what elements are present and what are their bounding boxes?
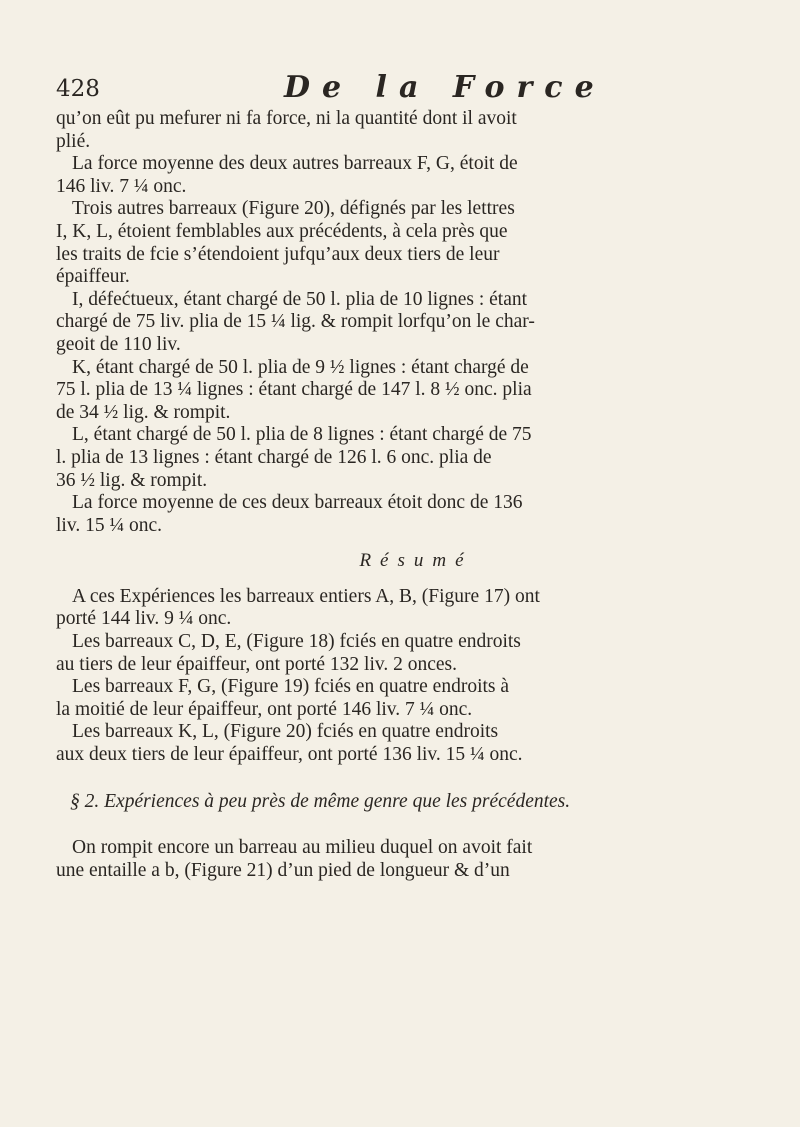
section-heading: § 2. Expériences à peu près de même genre que les précédentes. [70, 790, 571, 812]
text-line: 146 liv. 7 ¼ onc. [56, 175, 187, 197]
text-line: épaiffeur. [56, 266, 130, 288]
text-line: 75 l. plia de 13 ¼ lignes : étant chargé de 147 l. 8 ½ onc. plia [56, 379, 532, 401]
text-line: aux deux tiers de leur épaiffeur, ont porté 136 liv. 15 ¼ onc. [56, 744, 523, 766]
text-line: plié. [56, 130, 91, 152]
page-number: 428 [56, 76, 100, 102]
text-line: la moitié de leur épaiffeur, ont porté 146 liv. 7 ¼ onc. [56, 698, 473, 720]
text-line: L, étant chargé de 50 l. plia de 8 lignes : étant chargé de 75 [72, 424, 532, 446]
text-line: Les barreaux K, L, (Figure 20) fciés en quatre endroits [72, 721, 499, 743]
text-line: La force moyenne de ces deux barreaux étoit donc de 136 [72, 492, 523, 514]
resume-heading: Résumé [359, 550, 473, 572]
text-line: On rompit encore un barreau au milieu duquel on avoit fait [72, 837, 533, 859]
text-line: chargé de 75 liv. plia de 15 ¼ lig. & rompit lorfqu’on le char- [56, 311, 535, 333]
running-title: De la Force [284, 70, 606, 105]
text-line: liv. 15 ¼ onc. [56, 514, 162, 536]
text-line: Trois autres barreaux (Figure 20), défignés par les lettres [72, 198, 515, 220]
text-line: 36 ½ lig. & rompit. [56, 469, 208, 491]
text-line: les traits de fcie s’étendoient jufqu’aux deux tiers de leur [56, 243, 500, 265]
page-header [56, 70, 756, 110]
text-line: I, K, L, étoient femblables aux précédents, à cela près que [56, 220, 508, 242]
text-line: I, défećtueux, étant chargé de 50 l. plia de 10 lignes : étant [72, 288, 528, 310]
text-line: l. plia de 13 lignes : étant chargé de 126 l. 6 onc. plia de [56, 446, 492, 468]
text-line: qu’on eût pu mefurer ni fa force, ni la quantité dont il avoit [56, 108, 517, 129]
text-line: au tiers de leur épaiffeur, ont porté 132 liv. 2 onces. [56, 653, 458, 675]
text-line: A ces Expériences les barreaux entiers A, B, (Figure 17) ont [72, 585, 540, 607]
text-line: Les barreaux C, D, E, (Figure 18) fciés en quatre endroits [72, 631, 521, 653]
text-line: une entaille a b, (Figure 21) d’un pied de longueur & d’un [56, 859, 510, 881]
body-text [56, 108, 756, 882]
text-line: La force moyenne des deux autres barreaux F, G, étoit de [72, 153, 518, 175]
text-line: K, étant chargé de 50 l. plia de 9 ½ lignes : étant chargé de [72, 356, 529, 378]
text-line: porté 144 liv. 9 ¼ onc. [56, 608, 232, 630]
text-line: de 34 ½ lig. & rompit. [56, 401, 231, 423]
text-line: geoit de 110 liv. [56, 333, 181, 355]
text-line: Les barreaux F, G, (Figure 19) fciés en quatre endroits à [72, 676, 510, 698]
